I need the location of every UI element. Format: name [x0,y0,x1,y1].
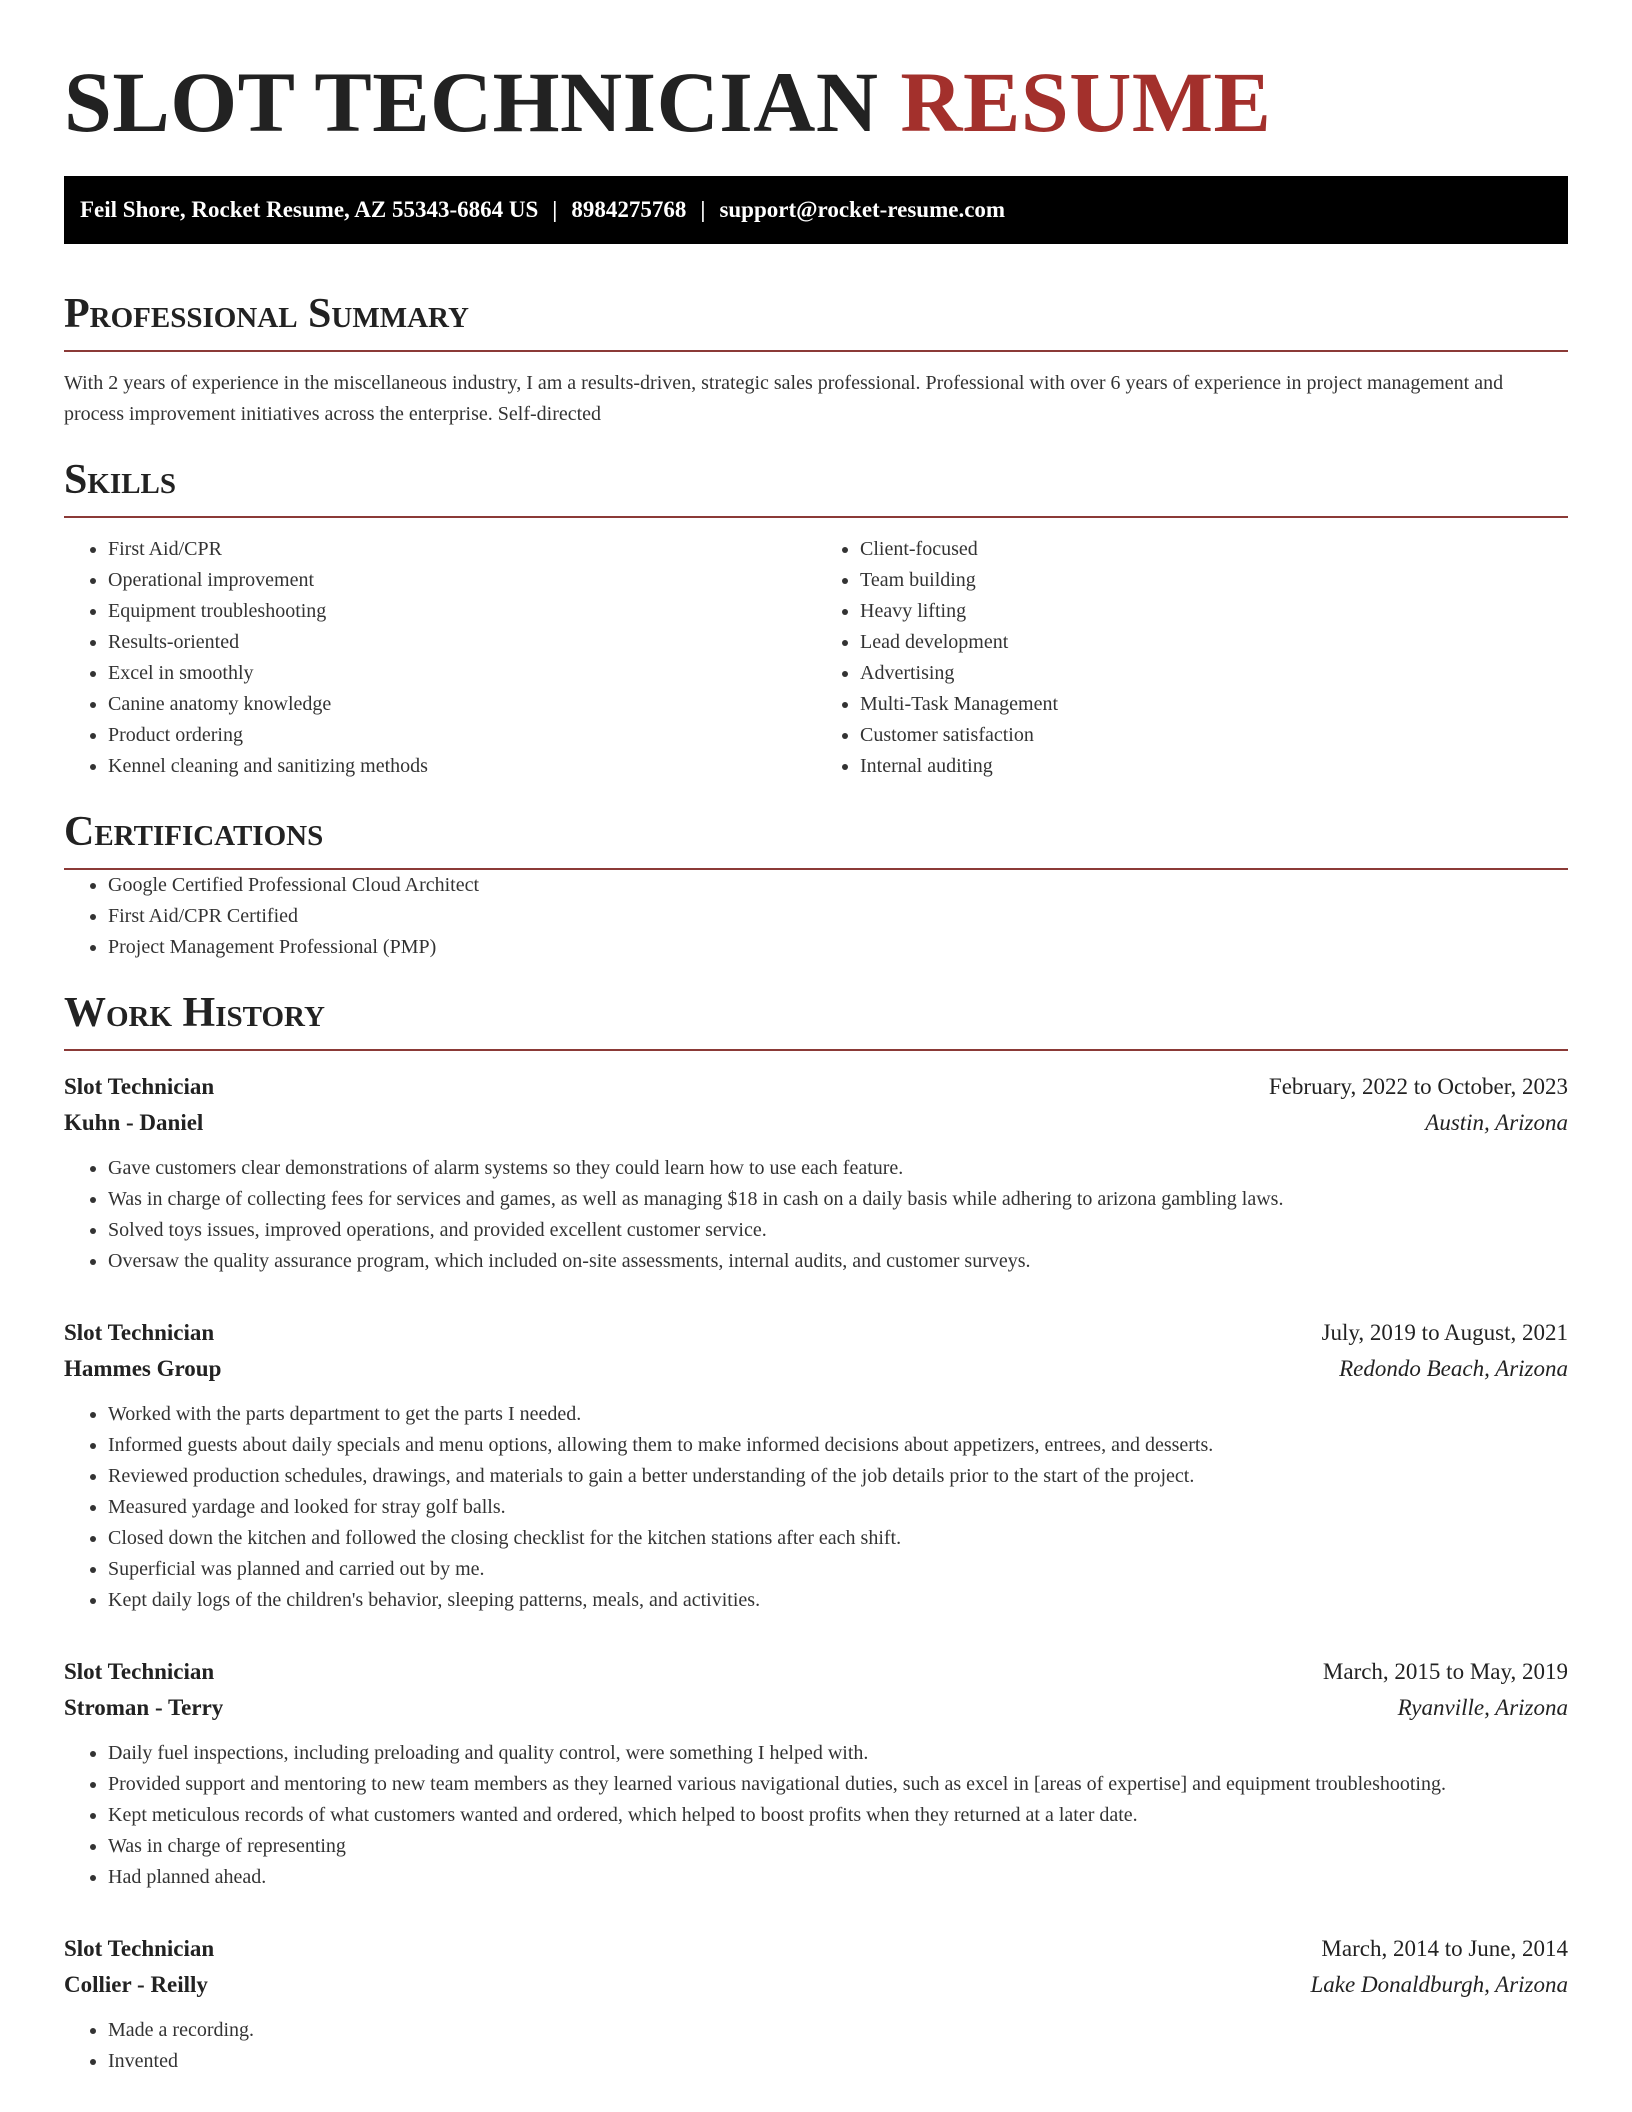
job-duties-list [64,2015,1568,2077]
job-duties-list [64,1738,1568,1893]
job-duty-item: • Kept daily logs of the children's behavior, sleeping patterns, meals, and activities. [108,1585,1568,1616]
summary-heading: Professional Summary [64,286,1568,352]
skill-item: • First Aid/CPR [108,534,816,565]
skill-item: • Client-focused [860,534,1568,565]
resume-title-main: SLOT TECHNICIAN [64,54,879,150]
skill-item: • Results-oriented [108,627,816,658]
job-dates: March, 2015 to May, 2019 [1322,1659,1568,1684]
job-duty-item: • Invented [108,2046,1568,2077]
job-entry [64,1931,1568,2077]
certifications-heading: Certifications [64,804,1568,870]
resume-title [64,0,1568,152]
skills-section [64,452,1568,782]
skill-item: • Kennel cleaning and sanitizing methods [108,751,816,782]
job-duty-item: • Had planned ahead. [108,1862,1568,1893]
skill-item: • Multi-Task Management [860,689,1568,720]
job-entry [64,1654,1568,1893]
contact-bar [64,176,1568,244]
job-header-row [64,1654,1568,1690]
skill-item: • Internal auditing [860,751,1568,782]
contact-separator: | [700,197,706,222]
summary-section [64,286,1568,430]
job-duty-item: • Solved toys issues, improved operations, and provided excellent customer service. [108,1215,1568,1246]
job-duty-item: • Was in charge of representing [108,1831,1568,1862]
job-title: Slot Technician [64,1074,215,1099]
job-company-row [64,1690,1568,1726]
job-duty-item: • Provided support and mentoring to new team members as they learned various navigational duties, such as excel in [areas of expertise] and equipment troubleshooting. [108,1769,1568,1800]
skills-list-left [64,534,816,782]
job-duty-item: • Oversaw the quality assurance program, which included on-site assessments, internal audits, and customer surveys. [108,1246,1568,1277]
job-company: Kuhn - Daniel [64,1110,204,1135]
skill-item: • Operational improvement [108,565,816,596]
skill-item: • Heavy lifting [860,596,1568,627]
skill-item: • Equipment troubleshooting [108,596,816,627]
job-duty-item: • Superficial was planned and carried out by me. [108,1554,1568,1585]
job-duty-item: • Kept meticulous records of what customers wanted and ordered, which helped to boost profits when they returned at a later date. [108,1800,1568,1831]
skills-list-right [816,534,1568,782]
job-duty-item: • Worked with the parts department to get the parts I needed. [108,1399,1568,1430]
job-company: Hammes Group [64,1356,222,1381]
job-location: Austin, Arizona [1425,1110,1568,1135]
certification-item: • Google Certified Professional Cloud Architect [108,870,1568,901]
job-company-row [64,1967,1568,2003]
certifications-section [64,804,1568,963]
job-duty-item: • Daily fuel inspections, including preloading and quality control, were something I helped with. [108,1738,1568,1769]
job-title: Slot Technician [64,1659,215,1684]
job-title: Slot Technician [64,1936,215,1961]
job-company: Collier - Reilly [64,1972,208,1997]
skill-item: • Advertising [860,658,1568,689]
contact-separator: | [552,197,558,222]
job-location: Ryanville, Arizona [1397,1695,1568,1720]
job-header-row [64,1069,1568,1105]
contact-phone: 8984275768 [571,197,687,222]
resume-title-accent: RESUME [900,54,1272,150]
skill-item: • Canine anatomy knowledge [108,689,816,720]
certifications-list [64,870,1568,963]
job-duty-item: • Informed guests about daily specials and menu options, allowing them to make informed decisions about appetizers, entrees, and desserts. [108,1430,1568,1461]
skills-heading: Skills [64,452,1568,518]
job-entry [64,1069,1568,1277]
skills-columns [64,534,1568,782]
job-location: Redondo Beach, Arizona [1339,1356,1568,1381]
job-duties-list [64,1399,1568,1616]
job-duty-item: • Measured yardage and looked for stray golf balls. [108,1492,1568,1523]
job-duty-item: • Gave customers clear demonstrations of alarm systems so they could learn how to use each feature. [108,1153,1568,1184]
job-title: Slot Technician [64,1320,215,1345]
job-dates: July, 2019 to August, 2021 [1321,1320,1568,1345]
job-duty-item: • Reviewed production schedules, drawings, and materials to gain a better understanding of the job details prior to the start of the project. [108,1461,1568,1492]
work-history-heading: Work History [64,985,1568,1051]
job-dates: March, 2014 to June, 2014 [1321,1936,1568,1961]
job-entry [64,1315,1568,1616]
job-duty-item: • Closed down the kitchen and followed the closing checklist for the kitchen stations after each shift. [108,1523,1568,1554]
contact-email: support@rocket-resume.com [719,197,1006,222]
contact-address: Feil Shore, Rocket Resume, AZ 55343-6864 US [80,197,539,222]
job-duty-item: • Was in charge of collecting fees for services and games, as well as managing $18 in cash on a daily basis while adhering to arizona gambling laws. [108,1184,1568,1215]
resume-page [64,0,1568,2077]
job-dates: February, 2022 to October, 2023 [1268,1074,1568,1099]
certification-item: • First Aid/CPR Certified [108,901,1568,932]
job-company-row [64,1351,1568,1387]
certification-item: • Project Management Professional (PMP) [108,932,1568,963]
skill-item: • Lead development [860,627,1568,658]
job-duty-item: • Made a recording. [108,2015,1568,2046]
skill-item: • Team building [860,565,1568,596]
job-location: Lake Donaldburgh, Arizona [1310,1972,1568,1997]
job-company: Stroman - Terry [64,1695,224,1720]
job-company-row [64,1105,1568,1141]
skill-item: • Excel in smoothly [108,658,816,689]
job-duties-list [64,1153,1568,1277]
summary-text: With 2 years of experience in the miscellaneous industry, I am a results-driven, strategic sales professional. Professional with over 6 years of experience in project management and process improvement initiatives across the enterprise. Self-directed [64,372,1504,425]
skill-item: • Customer satisfaction [860,720,1568,751]
skill-item: • Product ordering [108,720,816,751]
work-history-section [64,985,1568,2077]
job-header-row [64,1931,1568,1967]
job-header-row [64,1315,1568,1351]
